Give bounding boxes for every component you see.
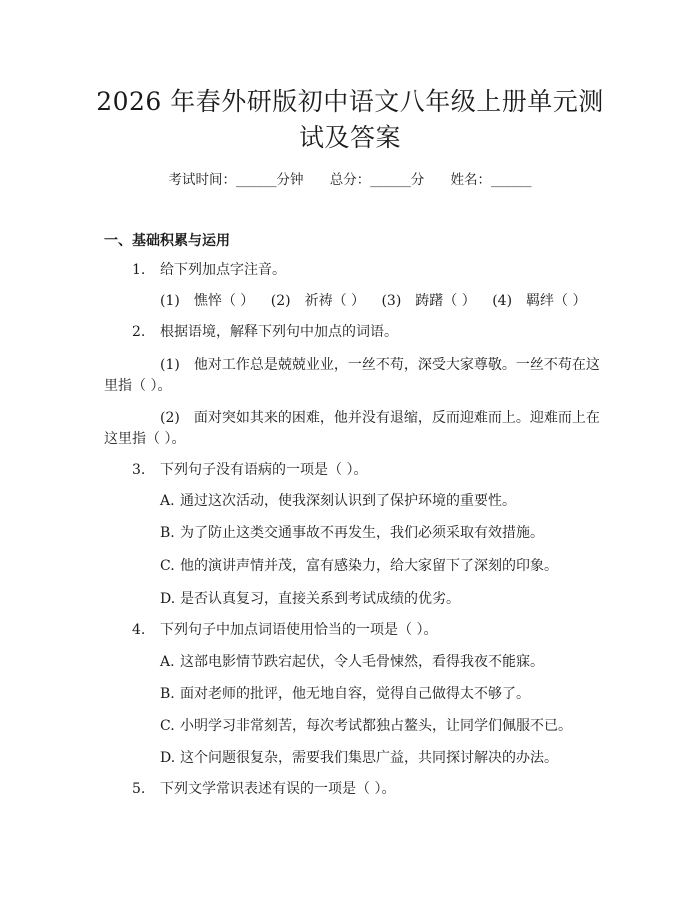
option-letter: C. [160, 558, 175, 574]
document-title-line-2: 试及答案 [298, 123, 401, 152]
question-5 [132, 779, 395, 799]
pinyin-item: (1) 憔悴（ ） [160, 293, 255, 309]
question-1-options [160, 291, 598, 311]
exam-meta [0, 168, 700, 188]
question-text: 根据语境，解释下列句中加点的词语。 [160, 324, 398, 340]
question-1 [132, 260, 286, 280]
option-letter: C. [160, 718, 175, 734]
exam-time-field: 考试时间：______分钟 [168, 172, 304, 188]
question-4 [132, 620, 437, 640]
question-number: 3. [132, 462, 146, 478]
question-text: 下列文学常识表述有误的一项是（ ）。 [160, 781, 396, 797]
option-letter: A. [160, 493, 175, 509]
question-2 [132, 322, 398, 342]
document-title-line-1: 2026 年春外研版初中语文八年级上册单元测 [96, 87, 604, 116]
option-text: 他的演讲声情并茂，富有感染力，给大家留下了深刻的印象。 [180, 558, 558, 574]
option-c [160, 716, 572, 736]
option-text: 这个问题很复杂，需要我们集思广益，共同探讨解决的办法。 [180, 750, 558, 766]
option-letter: D. [160, 750, 176, 766]
option-a [160, 652, 544, 672]
option-c [160, 556, 558, 576]
question-2-sub-1-cont: 里指（ ）。 [104, 378, 172, 394]
question-2-sub-2: (2) 面对突如其来的困难，他并没有退缩，反而迎难而上。迎难而上在 [160, 410, 600, 426]
question-2-sub-1: (1) 他对工作总是兢兢业业，一丝不苟，深受大家尊敬。一丝不苟在这 [160, 357, 600, 373]
question-3 [132, 460, 367, 480]
option-text: 通过这次活动，使我深刻认识到了保护环境的重要性。 [180, 493, 516, 509]
option-text: 小明学习非常刻苦，每次考试都独占鳌头，让同学们佩服不已。 [180, 718, 572, 734]
option-letter: B. [160, 686, 175, 702]
pinyin-item: (2) 祈祷（ ） [270, 293, 366, 309]
option-a [160, 491, 516, 511]
pinyin-item: (4) 羁绊（ ） [492, 293, 587, 309]
question-2-sub-2-cont: 这里指（ ）。 [104, 431, 186, 447]
name-field: 姓名：______ [450, 172, 532, 188]
option-letter: B. [160, 525, 175, 541]
option-b [160, 523, 544, 543]
option-d [160, 748, 558, 768]
question-text: 给下列加点字注音。 [160, 262, 286, 278]
question-text: 下列句子没有语病的一项是（ ）。 [160, 462, 368, 478]
question-text: 下列句子中加点词语使用恰当的一项是（ ）。 [160, 622, 438, 638]
option-text: 是否认真复习，直接关系到考试成绩的优劣。 [180, 591, 460, 607]
question-number: 2. [132, 324, 146, 340]
option-letter: D. [160, 591, 176, 607]
question-number: 4. [132, 622, 146, 638]
total-score-field: 总分：______分 [329, 172, 425, 188]
option-letter: A. [160, 654, 175, 670]
option-text: 为了防止这类交通事故不再发生，我们必须采取有效措施。 [180, 525, 544, 541]
question-number: 5. [132, 781, 146, 797]
pinyin-item: (3) 踌躇（ ） [381, 293, 476, 309]
option-d [160, 589, 460, 609]
option-text: 面对老师的批评，他无地自容，觉得自己做得太不够了。 [180, 686, 530, 702]
option-text: 这部电影情节跌宕起伏，令人毛骨悚然，看得我夜不能寐。 [180, 654, 544, 670]
option-b [160, 684, 530, 704]
section-title: 一、基础积累与运用 [104, 233, 230, 249]
question-number: 1. [132, 262, 146, 278]
